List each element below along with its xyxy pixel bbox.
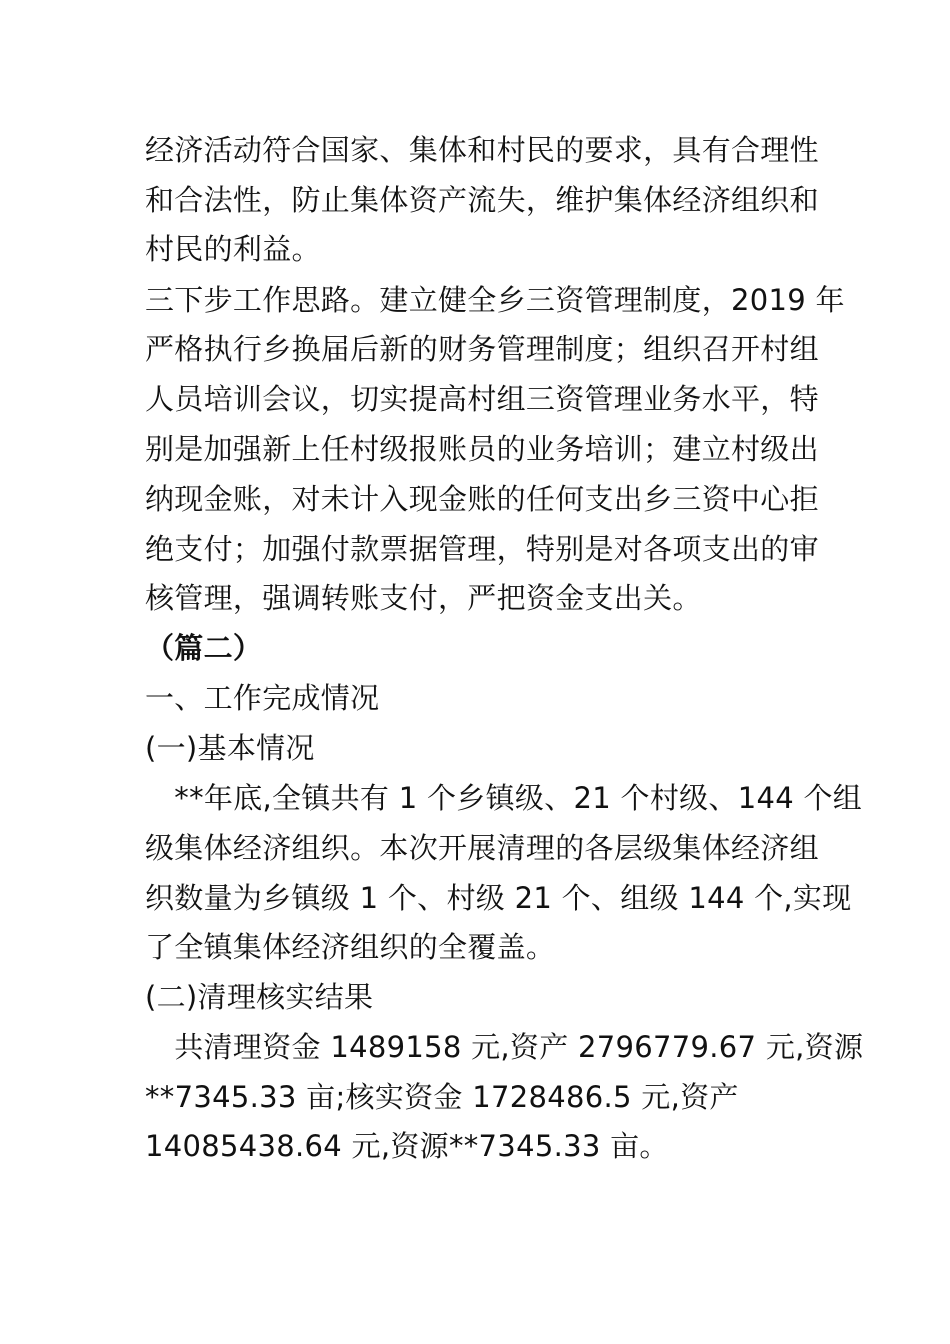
paragraph-line: 别是加强新上任村级报账员的业务培训；建立村级出 — [145, 432, 819, 466]
paragraph-line: 共清理资金 1489158 元,资产 2796779.67 元,资源 — [145, 1030, 864, 1064]
paragraph-line: 严格执行乡换届后新的财务管理制度；组织召开村组 — [145, 332, 819, 366]
paragraph-line: 人员培训会议，切实提高村组三资管理业务水平，特 — [145, 382, 819, 416]
paragraph-line: 村民的利益。 — [145, 232, 321, 266]
paragraph-line: 织数量为乡镇级 1 个、村级 21 个、组级 144 个,实现 — [145, 881, 852, 915]
paragraph-line: 级集体经济组织。本次开展清理的各层级集体经济组 — [145, 831, 819, 865]
paragraph-line: 三下步工作思路。建立健全乡三资管理制度，2019 年 — [145, 283, 845, 317]
paragraph-line: 纳现金账，对未计入现金账的任何支出乡三资中心拒 — [145, 482, 819, 516]
paragraph-line: 绝支付；加强付款票据管理，特别是对各项支出的审 — [145, 532, 819, 566]
paragraph-line: **年底,全镇共有 1 个乡镇级、21 个村级、144 个组 — [145, 781, 863, 815]
paragraph-line: 14085438.64 元,资源**7345.33 亩。 — [145, 1129, 669, 1163]
subsection-heading: (一)基本情况 — [145, 731, 315, 765]
paragraph-line: 了全镇集体经济组织的全覆盖。 — [145, 930, 556, 964]
paragraph-line: 核管理，强调转账支付，严把资金支出关。 — [145, 581, 702, 615]
paragraph-line: **7345.33 亩;核实资金 1728486.5 元,资产 — [145, 1080, 739, 1114]
section-heading: （篇二） — [145, 631, 263, 665]
paragraph-line: 和合法性，防止集体资产流失，维护集体经济组织和 — [145, 183, 819, 217]
section-heading: 一、工作完成情况 — [145, 681, 380, 715]
paragraph-line: 经济活动符合国家、集体和村民的要求，具有合理性 — [145, 133, 819, 167]
subsection-heading: (二)清理核实结果 — [145, 980, 374, 1014]
